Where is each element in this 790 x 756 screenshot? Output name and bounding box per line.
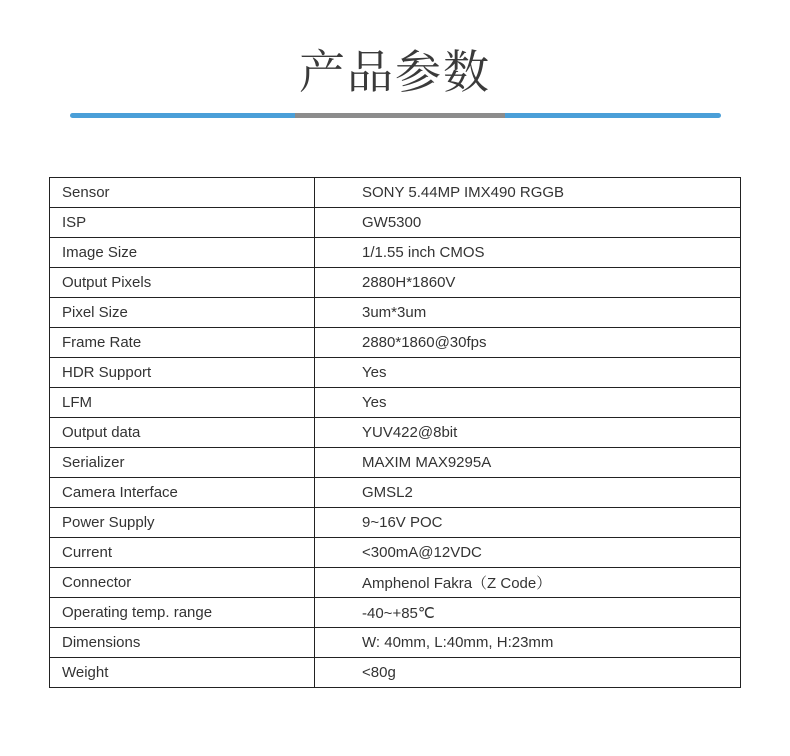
- spec-value: -40~+85℃: [315, 598, 741, 628]
- spec-label: Current: [50, 538, 315, 568]
- table-row: [50, 178, 741, 208]
- spec-value: <80g: [315, 658, 741, 688]
- table-row: [50, 658, 741, 688]
- spec-label: LFM: [50, 388, 315, 418]
- spec-label: ISP: [50, 208, 315, 238]
- spec-label: Sensor: [50, 178, 315, 208]
- table-row: [50, 418, 741, 448]
- spec-label: Connector: [50, 568, 315, 598]
- spec-value: 1/1.55 inch CMOS: [315, 238, 741, 268]
- spec-label: Image Size: [50, 238, 315, 268]
- title-divider-right: [505, 113, 721, 118]
- title-divider-middle: [295, 113, 505, 118]
- spec-label: Dimensions: [50, 628, 315, 658]
- spec-table: [49, 177, 741, 688]
- table-row: [50, 238, 741, 268]
- spec-value: W: 40mm, L:40mm, H:23mm: [315, 628, 741, 658]
- table-row: [50, 358, 741, 388]
- page-title: 产品参数: [299, 45, 491, 99]
- spec-table-body: [50, 178, 741, 688]
- spec-label: Serializer: [50, 448, 315, 478]
- table-row: [50, 268, 741, 298]
- table-row: [50, 568, 741, 598]
- table-row: [50, 328, 741, 358]
- spec-value: Yes: [315, 388, 741, 418]
- spec-label: Operating temp. range: [50, 598, 315, 628]
- spec-value: 9~16V POC: [315, 508, 741, 538]
- spec-value: Amphenol Fakra（Z Code）: [315, 568, 741, 598]
- table-row: [50, 628, 741, 658]
- spec-label: HDR Support: [50, 358, 315, 388]
- spec-value: 2880*1860@30fps: [315, 328, 741, 358]
- spec-value: <300mA@12VDC: [315, 538, 741, 568]
- spec-label: Camera Interface: [50, 478, 315, 508]
- spec-label: Pixel Size: [50, 298, 315, 328]
- table-row: [50, 598, 741, 628]
- spec-value: 2880H*1860V: [315, 268, 741, 298]
- table-row: [50, 538, 741, 568]
- spec-label: Output data: [50, 418, 315, 448]
- spec-value: YUV422@8bit: [315, 418, 741, 448]
- spec-label: Power Supply: [50, 508, 315, 538]
- spec-value: GMSL2: [315, 478, 741, 508]
- spec-label: Weight: [50, 658, 315, 688]
- spec-value: SONY 5.44MP IMX490 RGGB: [315, 178, 741, 208]
- table-row: [50, 298, 741, 328]
- spec-label: Frame Rate: [50, 328, 315, 358]
- spec-value: GW5300: [315, 208, 741, 238]
- spec-value: Yes: [315, 358, 741, 388]
- table-row: [50, 208, 741, 238]
- table-row: [50, 478, 741, 508]
- spec-value: MAXIM MAX9295A: [315, 448, 741, 478]
- table-row: [50, 448, 741, 478]
- spec-value: 3um*3um: [315, 298, 741, 328]
- table-row: [50, 388, 741, 418]
- spec-label: Output Pixels: [50, 268, 315, 298]
- table-row: [50, 508, 741, 538]
- title-divider-left: [70, 113, 295, 118]
